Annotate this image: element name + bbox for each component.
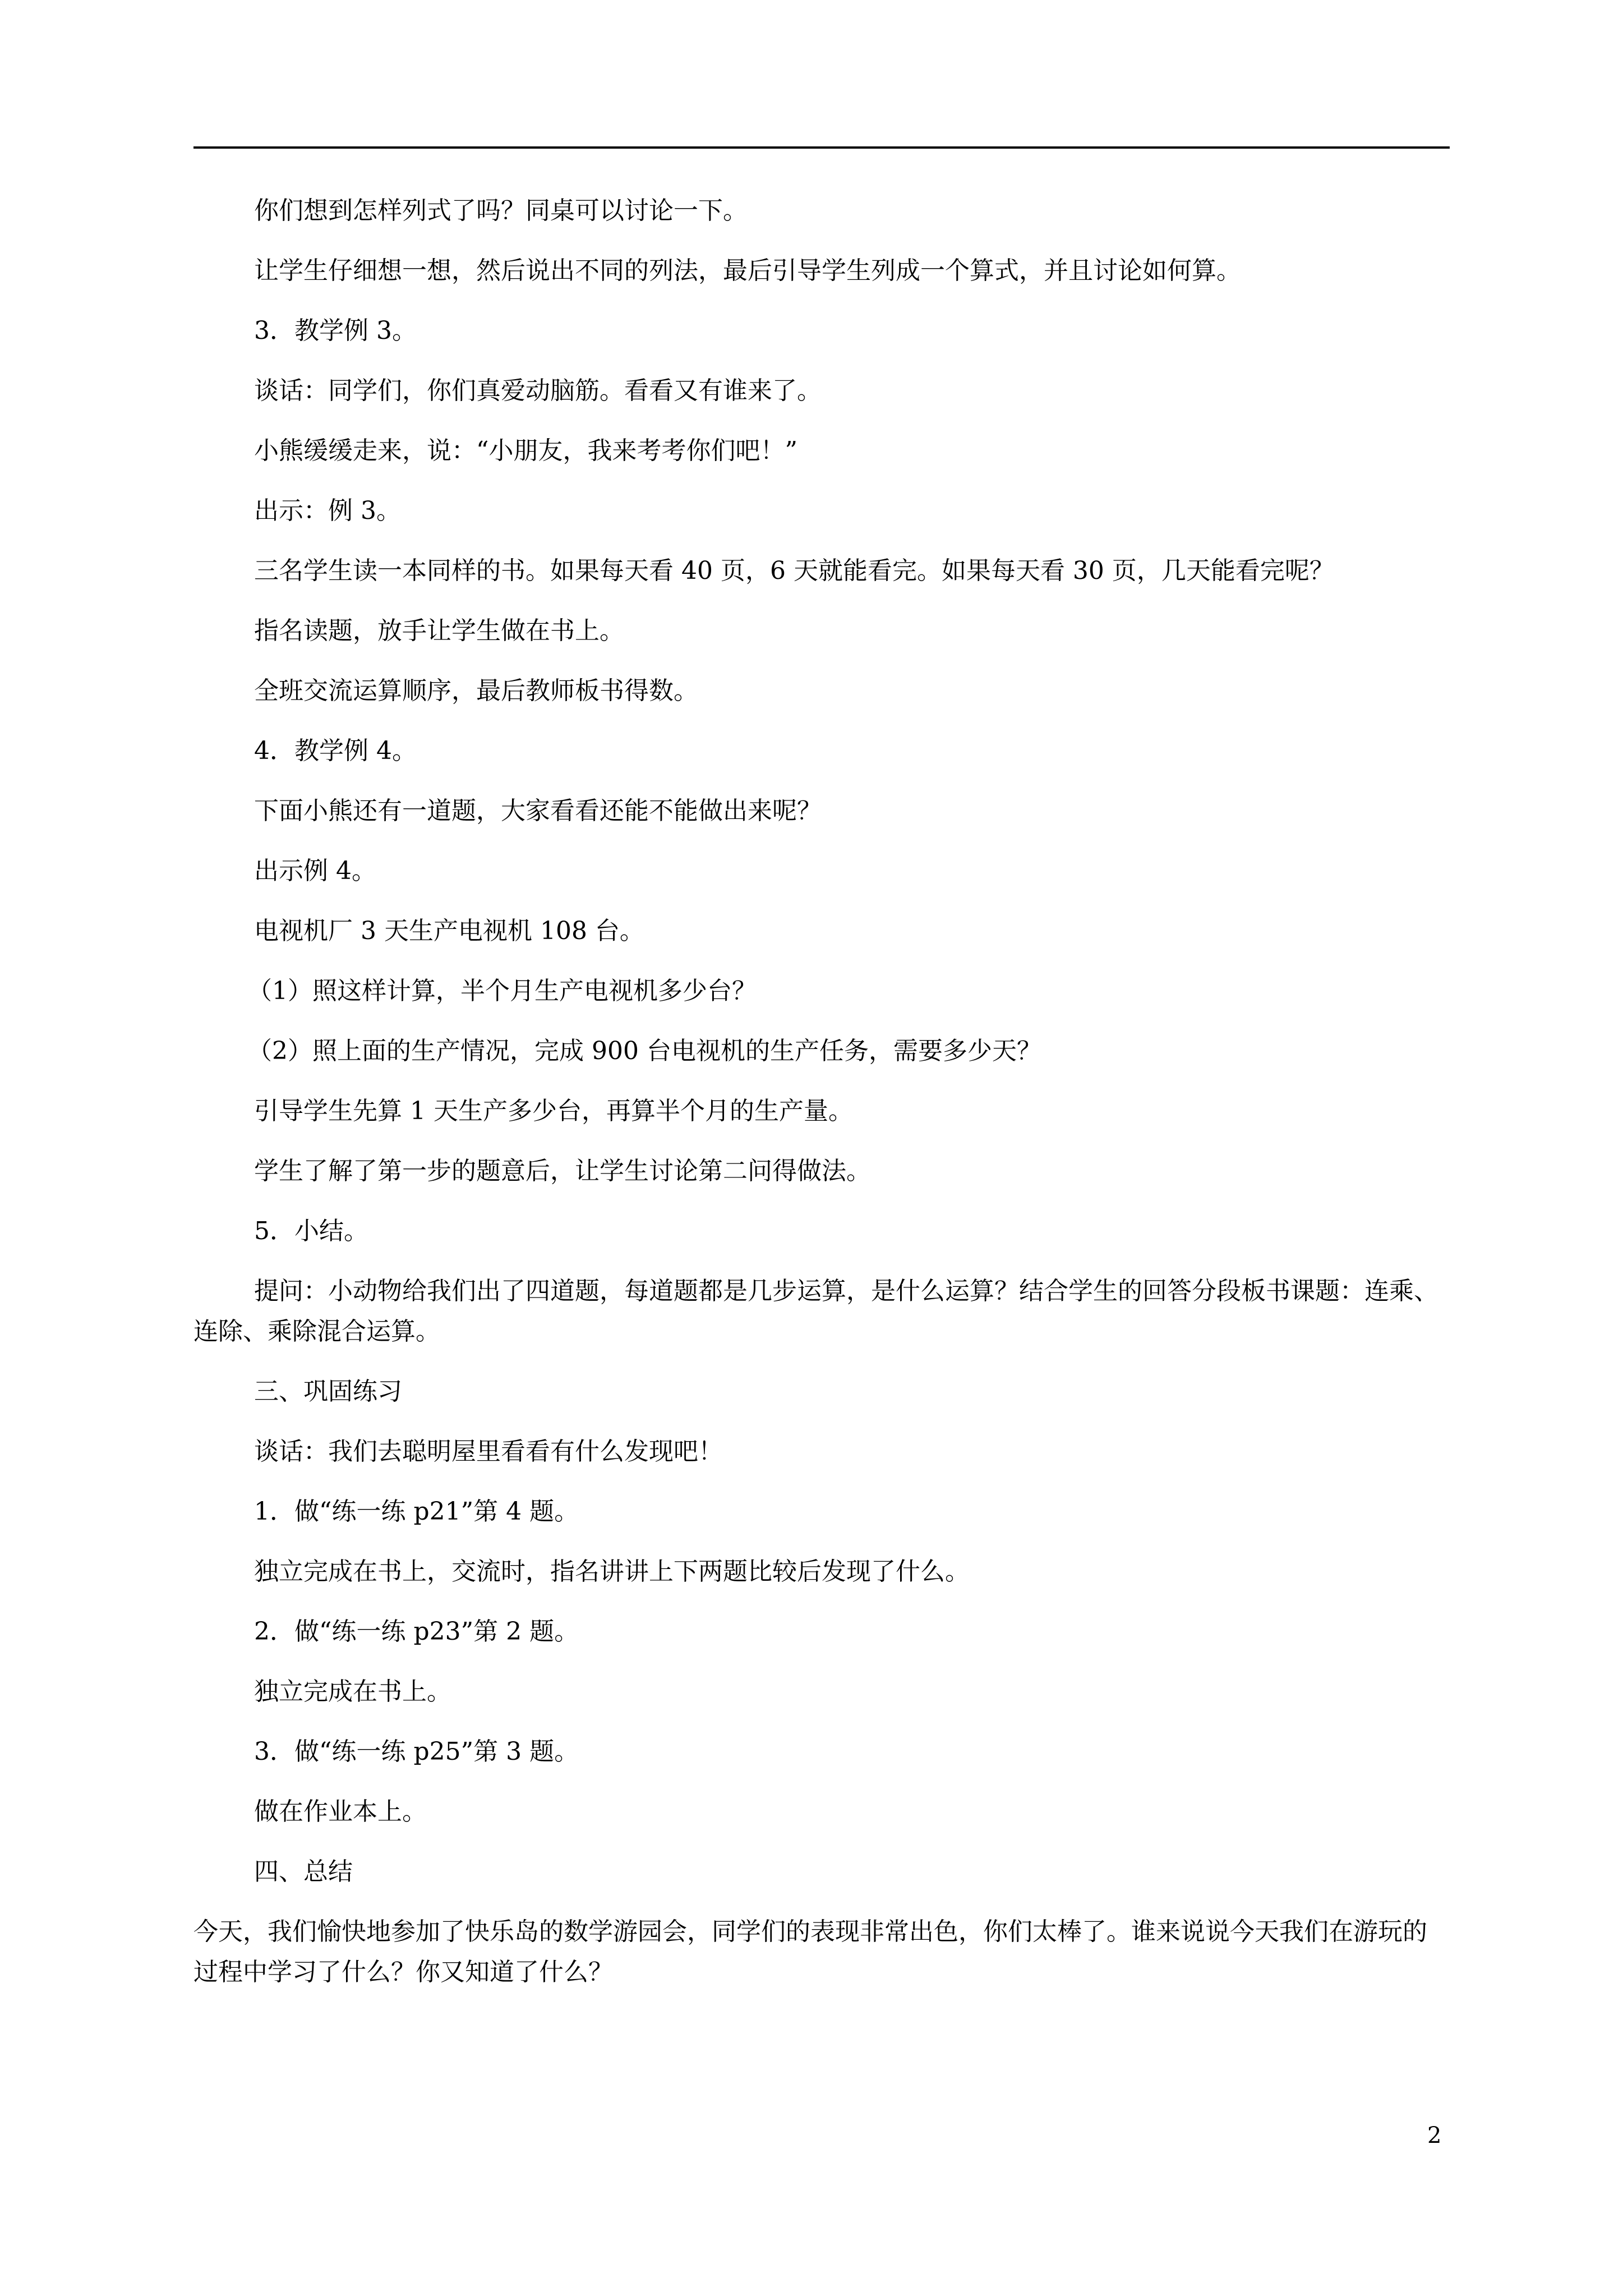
paragraph: 独立完成在书上。 [254, 1677, 451, 1706]
page-number: 2 [1427, 2123, 1442, 2148]
paragraph: 电视机厂 3 天生产电视机 108 台。 [254, 917, 644, 945]
paragraph: 做在作业本上。 [254, 1797, 427, 1826]
paragraph: 提问：小动物给我们出了四道题，每道题都是几步运算，是什么运算？结合学生的回答分段板书课题：连乘、连除、乘除混合运算。 [193, 1277, 1438, 1346]
paragraph: 3．做“练一练 p25”第 3 题。 [254, 1737, 579, 1766]
paragraph: 下面小熊还有一道题，大家看看还能不能做出来呢？ [254, 797, 822, 825]
paragraph: 谈话：同学们，你们真爱动脑筋。看看又有谁来了。 [254, 376, 822, 405]
paragraph: 三名学生读一本同样的书。如果每天看 40 页，6 天就能看完。如果每天看 30 页，几天能看完呢？ [254, 556, 1334, 585]
paragraph: 5．小结。 [254, 1217, 368, 1245]
header-rule [193, 146, 1450, 149]
paragraph: 今天，我们愉快地参加了快乐岛的数学游园会，同学们的表现非常出色，你们太棒了。谁来说说今天我们在游玩的过程中学习了什么？你又知道了什么？ [193, 1917, 1427, 1986]
section-heading: 三、巩固练习 [254, 1377, 402, 1406]
paragraph: （1）照这样计算，半个月生产电视机多少台？ [247, 977, 757, 1005]
paragraph: 引导学生先算 1 天生产多少台，再算半个月的生产量。 [254, 1097, 853, 1125]
paragraph: 你们想到怎样列式了吗？同桌可以讨论一下。 [254, 196, 748, 225]
paragraph: 全班交流运算顺序，最后教师板书得数。 [254, 677, 698, 705]
paragraph: 3．教学例 3。 [254, 316, 417, 345]
paragraph: 出示：例 3。 [254, 496, 401, 525]
section-heading: 四、总结 [254, 1857, 353, 1886]
document-body [193, 191, 1447, 2012]
paragraph: （2）照上面的生产情况，完成 900 台电视机的生产任务，需要多少天？ [247, 1037, 1041, 1065]
paragraph: 1．做“练一练 p21”第 4 题。 [254, 1497, 579, 1526]
paragraph: 出示例 4。 [254, 857, 376, 885]
paragraph: 指名读题，放手让学生做在书上。 [254, 616, 624, 645]
paragraph: 小熊缓缓走来，说：“小朋友，我来考考你们吧！” [254, 436, 797, 465]
paragraph: 独立完成在书上，交流时，指名讲讲上下两题比较后发现了什么。 [254, 1557, 970, 1586]
paragraph: 学生了解了第一步的题意后，让学生讨论第二问得做法。 [254, 1157, 871, 1185]
paragraph: 4．教学例 4。 [254, 737, 417, 765]
paragraph: 谈话：我们去聪明屋里看看有什么发现吧！ [254, 1437, 723, 1466]
paragraph: 2．做“练一练 p23”第 2 题。 [254, 1617, 579, 1646]
paragraph: 让学生仔细想一想，然后说出不同的列法，最后引导学生列成一个算式，并且讨论如何算。 [254, 256, 1241, 285]
